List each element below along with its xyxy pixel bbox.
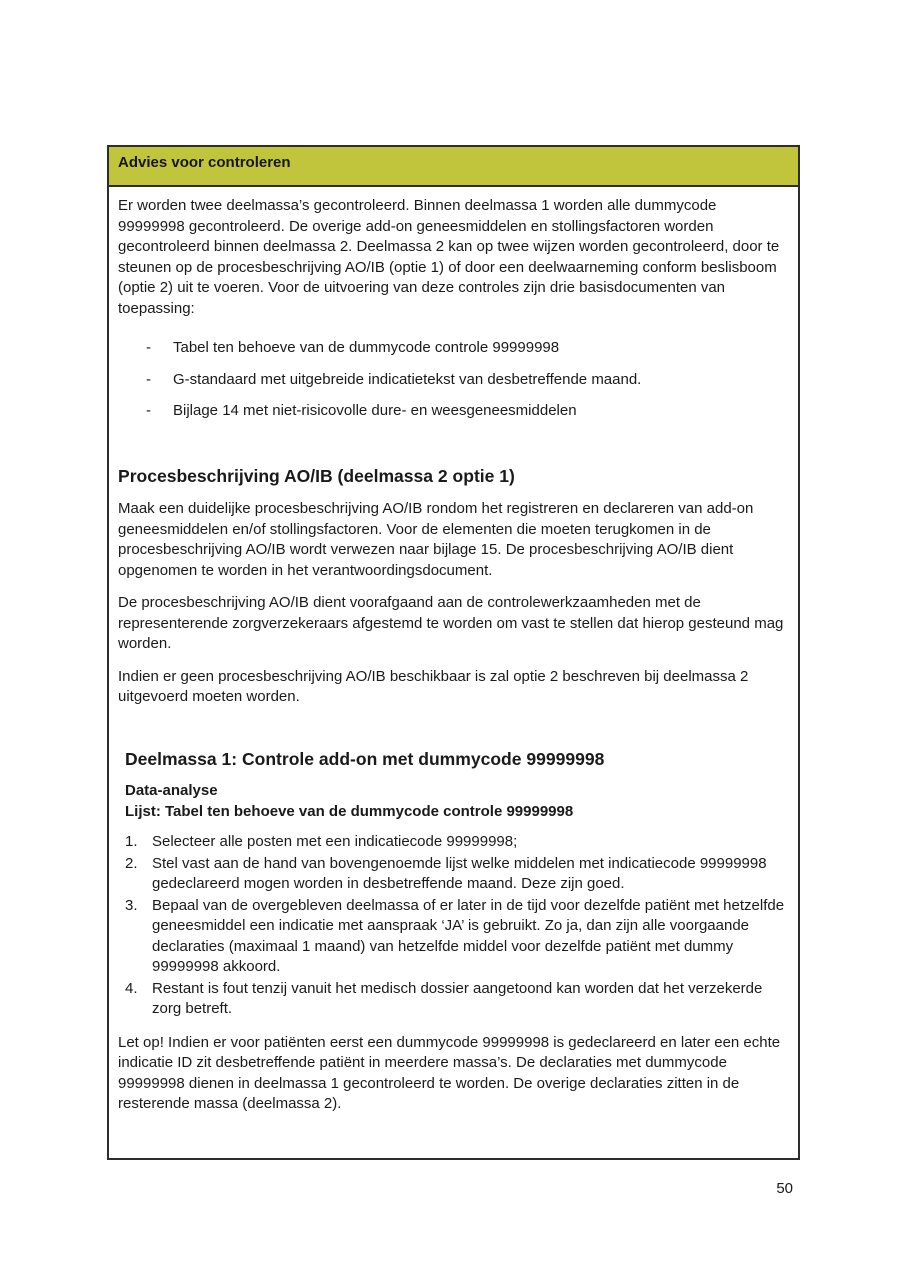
step-item: [125, 832, 786, 853]
list-item: [118, 370, 786, 391]
step-item: [125, 979, 786, 1020]
step-number: 4.: [125, 979, 138, 997]
let-op-note: Let op! Indien er voor patiënten eerst een dummycode 99999998 is gedeclareerd en later een echte indicatie ID zit desbetreffende patiënt in meerdere massa’s. De declaraties met dummycode 99999998 dienen in deelmassa 1 gecontroleerd te worden. De overige declaraties zitten in de resterende massa (deelmassa 2).: [118, 1033, 781, 1112]
proces-section-heading: Procesbeschrijving AO/IB (deelmassa 2 optie 1): [118, 465, 515, 486]
proces-paragraph: Maak een duidelijke procesbeschrijving AO/IB rondom het registreren en declareren van add-on geneesmiddelen en/of stollingsfactoren. Voor de elementen die moeten terugkomen in de procesbeschrijving AO/IB wordt verwezen naar bijlage 15. De procesbeschrijving AO/IB dient opgenomen te worden in het verantwoordingsdocument.: [118, 500, 754, 579]
list-item: [118, 401, 786, 422]
step-number: 3.: [125, 896, 138, 914]
list-item-text: G-standaard met uitgebreide indicatietekst van desbetreffende maand.: [173, 370, 642, 388]
deelmassa-section: [125, 749, 786, 823]
dash-bullet-marker: -: [146, 402, 151, 419]
deelmassa-section-heading: Deelmassa 1: Controle add-on met dummycode 99999998: [125, 748, 605, 769]
step-text: Selecteer alle posten met een indicatiecode 99999998;: [152, 833, 518, 850]
dash-bullet-marker: -: [146, 370, 151, 388]
step-number: 1.: [125, 833, 138, 850]
dash-bullet-marker: -: [146, 339, 151, 356]
controle-steps-list: [125, 832, 786, 1020]
intro-paragraph: Er worden twee deelmassa’s gecontroleerd. Binnen deelmassa 1 worden alle dummycode 99999998 gecontroleerd. De overige add-on geneesmiddelen en stollingsfactoren worden gecontroleerd binnen deelmassa 2. Deelmassa 2 kan op twee wijzen worden gecontroleerd, door te steunen op de procesbeschrijving AO/IB (optie 1) of door een deelwaarneming conform beslisboom (optie 2) uit te voeren. Voor de uitvoering van deze controles zijn drie basisdocumenten van toepassing:: [118, 197, 780, 317]
basis-documents-list: [118, 338, 786, 422]
advice-box: [107, 145, 800, 1160]
step-text: Stel vast aan de hand van bovengenoemde lijst welke middelen met indicatiecode 99999998 gedeclareerd mogen worden in desbetreffende maand. Deze zijn goed.: [152, 854, 767, 892]
proces-paragraph: Indien er geen procesbeschrijving AO/IB beschikbaar is zal optie 2 beschreven bij deelmassa 2 uitgevoerd moeten worden.: [118, 667, 749, 705]
data-analyse-subheading: Data-analyse: [125, 782, 218, 799]
page-number: 50: [776, 1180, 793, 1197]
lijst-subheading: Lijst: Tabel ten behoeve van de dummycode controle 99999998: [125, 802, 574, 820]
advice-box-body: [109, 187, 798, 1115]
step-number: 2.: [125, 854, 138, 872]
advice-box-header: [109, 147, 798, 187]
step-item: [125, 896, 786, 978]
list-item: [118, 338, 786, 359]
list-item-text: Tabel ten behoeve van de dummycode controle 99999998: [173, 339, 560, 356]
step-item: [125, 854, 786, 895]
proces-paragraph: De procesbeschrijving AO/IB dient voorafgaand aan de controlewerkzaamheden met de representerende zorgverzekeraars afgestemd te worden om vast te stellen dat hierop gesteund mag worden.: [118, 594, 784, 652]
advice-box-title: Advies voor controleren: [118, 154, 291, 171]
step-text: Restant is fout tenzij vanuit het medisch dossier aangetoond kan worden dat het verzekerde zorg betreft.: [152, 979, 763, 1017]
step-text: Bepaal van de overgebleven deelmassa of er later in de tijd voor dezelfde patiënt met hetzelfde geneesmiddel een indicatie met aanspraak ‘JA’ is gebruikt. Zo ja, dan zijn alle voorgaande declaraties (maximaal 1 maand) van hetzelfde middel voor dezelfde patiënt met dummy 99999998 akkoord.: [152, 896, 785, 975]
list-item-text: Bijlage 14 met niet-risicovolle dure- en weesgeneesmiddelen: [173, 402, 577, 419]
